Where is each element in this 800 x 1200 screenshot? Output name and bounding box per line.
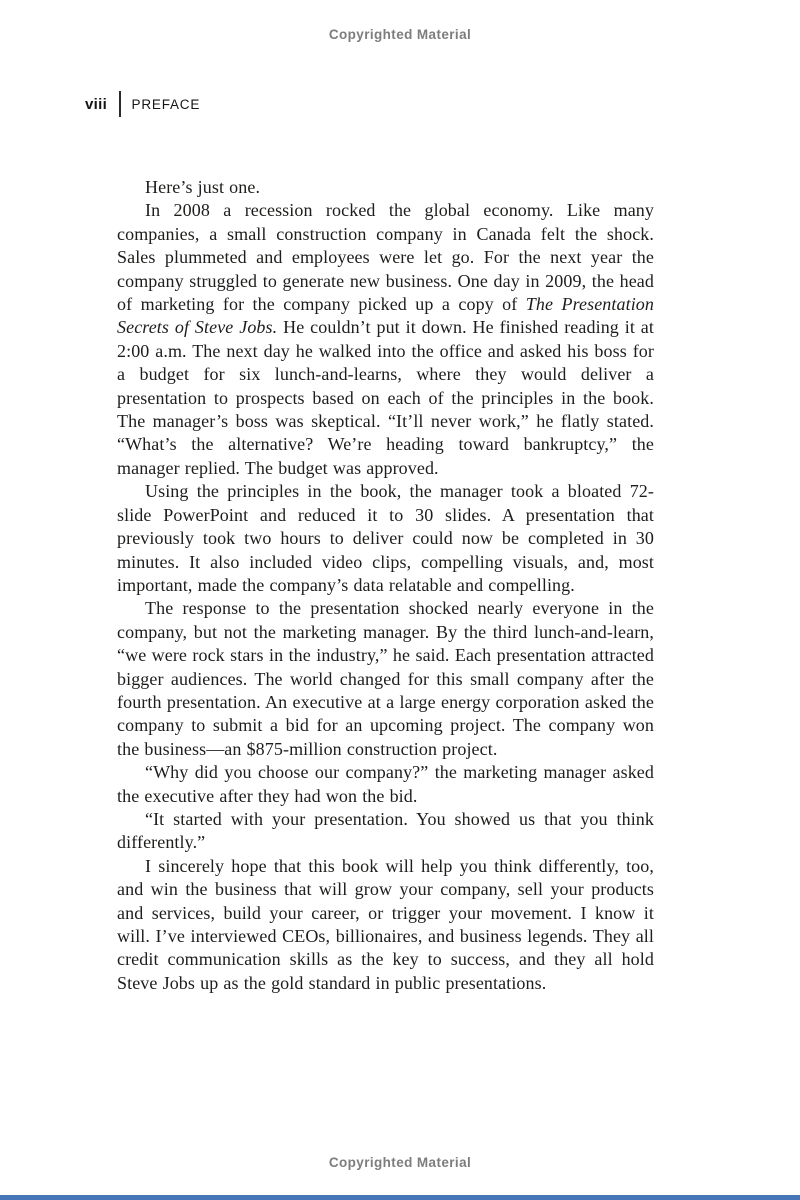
copyright-watermark-top: Copyrighted Material — [328, 27, 472, 42]
paragraph — [117, 597, 654, 761]
paragraph — [117, 199, 654, 480]
paragraph-text: He couldn’t put it down. He finished reading it at 2:00 a.m. The next day he walked into the office and asked his boss for a budget for six lunch-and-learns, where they would deliver a presentation to prospects based on each of the principles in the book. The manager’s boss was skeptical. “It’ll never work,” he flatly stated. “What’s the alternative? We’re heading toward bankruptcy,” the manager replied. The budget was approved. — [117, 317, 654, 478]
paragraph — [117, 176, 654, 199]
paragraph-text: I sincerely hope that this book will help you think differently, too, and win the business that will grow your company, sell your products and services, build your career, or trigger your movement. I know it will. I’ve interviewed CEOs, billionaires, and business legends. They all credit communication skills as the key to success, and they all hold Steve Jobs up as the gold standard in public presentations. — [117, 855, 654, 993]
copyright-watermark-bottom: Copyrighted Material — [328, 1155, 472, 1170]
paragraph-text: “Why did you choose our company?” the marketing manager asked the executive after they had won the bid. — [117, 762, 654, 806]
paragraph-text: Using the principles in the book, the manager took a bloated 72-slide PowerPoint and reduced it to 30 slides. A presentation that previously took two hours to deliver could now be completed in 30 minutes. It also included video clips, compelling visuals, and, most important, made the company’s data relatable and compelling. — [117, 481, 654, 595]
paragraph-text: Here’s just one. — [145, 177, 261, 197]
paragraph — [117, 808, 654, 855]
paragraph-text: “It started with your presentation. You showed us that you think differently.” — [117, 808, 654, 853]
page-header — [85, 90, 200, 118]
header-divider — [119, 91, 121, 117]
bottom-edge-bar — [0, 1195, 800, 1200]
paragraph-text: The response to the presentation shocked nearly everyone in the company, but not the marketing manager. By the third lunch-and-learn, “we were rock stars in the industry,” he said. Each presentation attracted bigger audiences. The world changed for this small company after the fourth presentation. An executive at a large energy corporation asked the company to submit a bid for an upcoming project. The company won the business—an $875-million construction project. — [117, 598, 654, 759]
paragraph — [117, 855, 654, 995]
page-number: viii — [85, 95, 108, 113]
paragraph-text: In 2008 a recession rocked the global economy. Like many companies, a small construction company in Canada felt the shock. Sales plummeted and employees were let go. For the next year the company struggled to generate new business. One day in 2009, the head of marketing for the company picked up a copy of — [117, 200, 654, 315]
body-text — [117, 176, 654, 995]
paragraph — [117, 761, 654, 808]
book-title-italic: The Presentation Secrets of Steve Jobs. — [117, 294, 654, 338]
section-title: PREFACE — [131, 96, 201, 112]
paragraph — [117, 480, 654, 597]
